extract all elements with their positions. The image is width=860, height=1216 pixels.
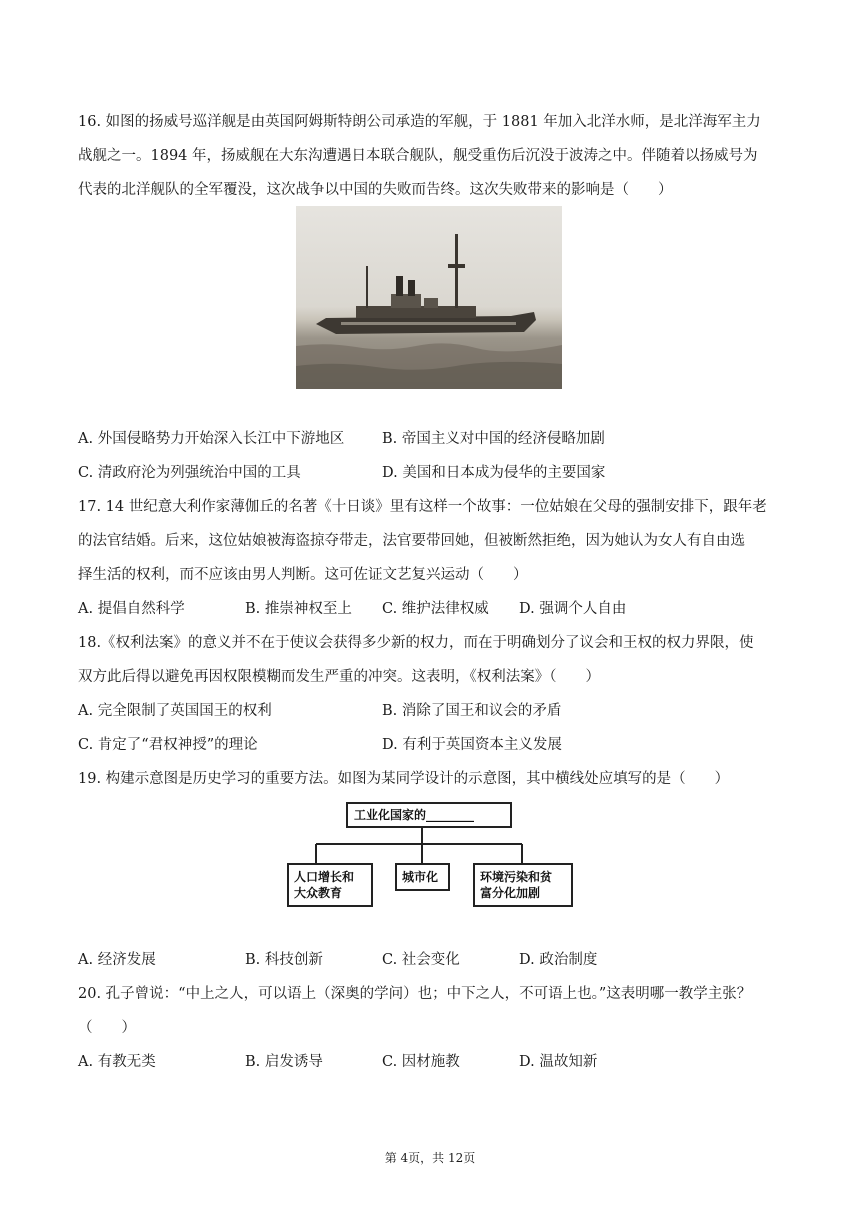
diagram-left-line-1: 人口增长和 [294, 870, 355, 884]
diagram-left-box [287, 863, 373, 907]
concept-diagram [287, 800, 573, 910]
q16-option-a[interactable]: A. 外国侵略势力开始深入长江中下游地区 [78, 431, 345, 447]
q18-stem-line-1: 18.《权利法案》的意义并不在于使议会获得多少新的权力，而在于明确划分了议会和王权的权力界限，使 [78, 635, 754, 651]
q20-option-a[interactable]: A. 有教无类 [78, 1054, 156, 1070]
q19-option-a[interactable]: A. 经济发展 [78, 952, 156, 968]
q19-stem-line-1: 19. 构建示意图是历史学习的重要方法。如图为某同学设计的示意图，其中横线处应填写的是（ ） [78, 771, 730, 787]
q20-option-b[interactable]: B. 启发诱导 [245, 1054, 323, 1070]
diagram-right-box [473, 863, 573, 907]
diagram-top-box: 工业化国家的________ [346, 802, 512, 828]
q16-stem-line-1: 16. 如图的扬威号巡洋舰是由英国阿姆斯特朗公司承造的军舰，于 1881 年加入北洋水师，是北洋海军主力 [78, 114, 761, 130]
q16-option-d[interactable]: D. 美国和日本成为侵华的主要国家 [382, 465, 606, 481]
q17-stem-line-3: 择生活的权利，而不应该由男人判断。这可佐证文艺复兴运动（ ） [78, 567, 528, 583]
q18-option-a[interactable]: A. 完全限制了英国国王的权利 [78, 703, 272, 719]
page-footer: 第 4页，共 12页 [384, 1151, 476, 1165]
warship-photo [296, 206, 562, 389]
diagram-right-line-1: 环境污染和贫 [480, 870, 553, 884]
q17-option-a[interactable]: A. 提倡自然科学 [78, 601, 185, 617]
q17-option-d[interactable]: D. 强调个人自由 [519, 601, 627, 617]
q16-option-c[interactable]: C. 清政府沦为列强统治中国的工具 [78, 465, 301, 481]
q17-option-c[interactable]: C. 维护法律权威 [382, 601, 489, 617]
q16-stem-line-3: 代表的北洋舰队的全军覆没，这次战争以中国的失败而告终。这次失败带来的影响是（ ） [78, 182, 673, 198]
q20-stem-line-1: 20. 孔子曾说：“中上之人，可以语上（深奥的学问）也；中下之人，不可语上也。”这表明哪一教学主张？ [78, 986, 752, 1002]
q18-option-b[interactable]: B. 消除了国王和议会的矛盾 [382, 703, 562, 719]
q16-stem-line-2: 战舰之一。1894 年，扬威舰在大东沟遭遇日本联合舰队，舰受重伤后沉没于波涛之中。伴随着以扬威号为 [78, 148, 758, 164]
q18-stem-line-2: 双方此后得以避免再因权限模糊而发生严重的冲突。这表明，《权利法案》（ ） [78, 669, 600, 685]
diagram-right-line-2: 富分化加剧 [480, 886, 541, 900]
q17-stem-line-1: 17. 14 世纪意大利作家薄伽丘的名著《十日谈》里有这样一个故事：一位姑娘在父母的强制安排下，跟年老 [78, 499, 767, 515]
q18-option-d[interactable]: D. 有利于英国资本主义发展 [382, 737, 562, 753]
q16-option-b[interactable]: B. 帝国主义对中国的经济侵略加剧 [382, 431, 605, 447]
warship-silhouette [296, 206, 562, 389]
q20-stem-line-2: （ ） [78, 1020, 136, 1036]
q19-option-b[interactable]: B. 科技创新 [245, 952, 323, 968]
q20-option-c[interactable]: C. 因材施教 [382, 1054, 460, 1070]
q17-option-b[interactable]: B. 推崇神权至上 [245, 601, 352, 617]
q20-option-d[interactable]: D. 温故知新 [519, 1054, 598, 1070]
q17-stem-line-2: 的法官结婚。后来，这位姑娘被海盗掠夺带走，法官要带回她，但被断然拒绝，因为她认为女人有自由选 [78, 533, 745, 549]
diagram-left-line-2: 大众教育 [294, 886, 343, 900]
q19-option-d[interactable]: D. 政治制度 [519, 952, 598, 968]
diagram-middle-box: 城市化 [395, 863, 450, 891]
q19-option-c[interactable]: C. 社会变化 [382, 952, 460, 968]
q18-option-c[interactable]: C. 肯定了“君权神授”的理论 [78, 737, 258, 753]
